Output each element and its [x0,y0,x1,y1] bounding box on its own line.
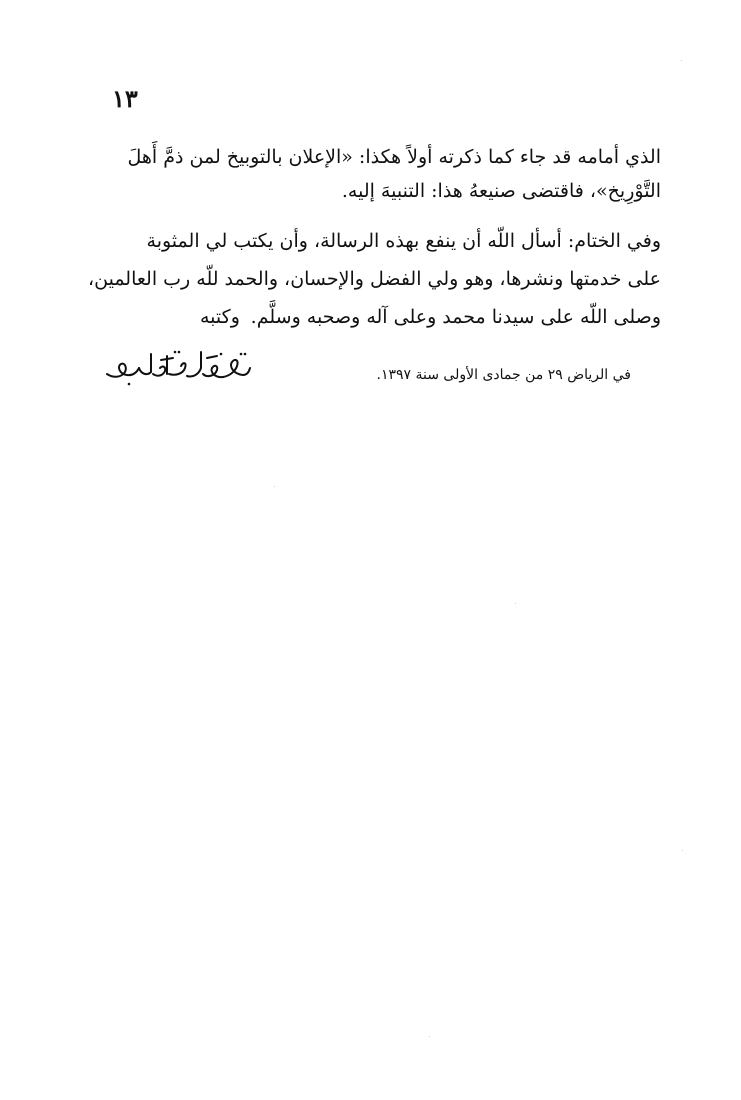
page-number: ١٣ [112,84,138,113]
scan-speck [681,60,682,61]
paragraph-1-line-1: الذي أمامه قد جاء كما ذكرته أولاً هكذا: «الإعلان بالتوبيخ لمن ذمَّ أَهلَ [127,146,661,168]
scan-speck [429,1036,430,1037]
scan-speck [274,486,275,487]
handwritten-signature [103,344,253,392]
paragraph-2-line-1: وفي الختام: أسأل اللّه أن ينفع بهذه الرسالة، وأن يكتب لي المثوبة [146,230,661,252]
paragraph-2-line-3: وصلى اللّه على سيدنا محمد وعلى آله وصحبه وسلَّم. [250,306,661,328]
closing-text: وكتبه [200,306,240,328]
paragraph-1-line-2: التَّوْرِيخ»، فاقتضى صنيعهُ هذا: التنبيهَ إليه. [341,180,661,202]
scan-speck [515,603,516,604]
place-date-line: في الرياض ٢٩ من جمادى الأولى سنة ١٣٩٧. [376,367,631,383]
signature-icon [103,344,253,392]
paragraph-2-line-2: على خدمتها ونشرها، وهو ولي الفضل والإحسان، والحمد للّه رب العالمين، [87,268,661,290]
scan-speck [682,850,683,851]
